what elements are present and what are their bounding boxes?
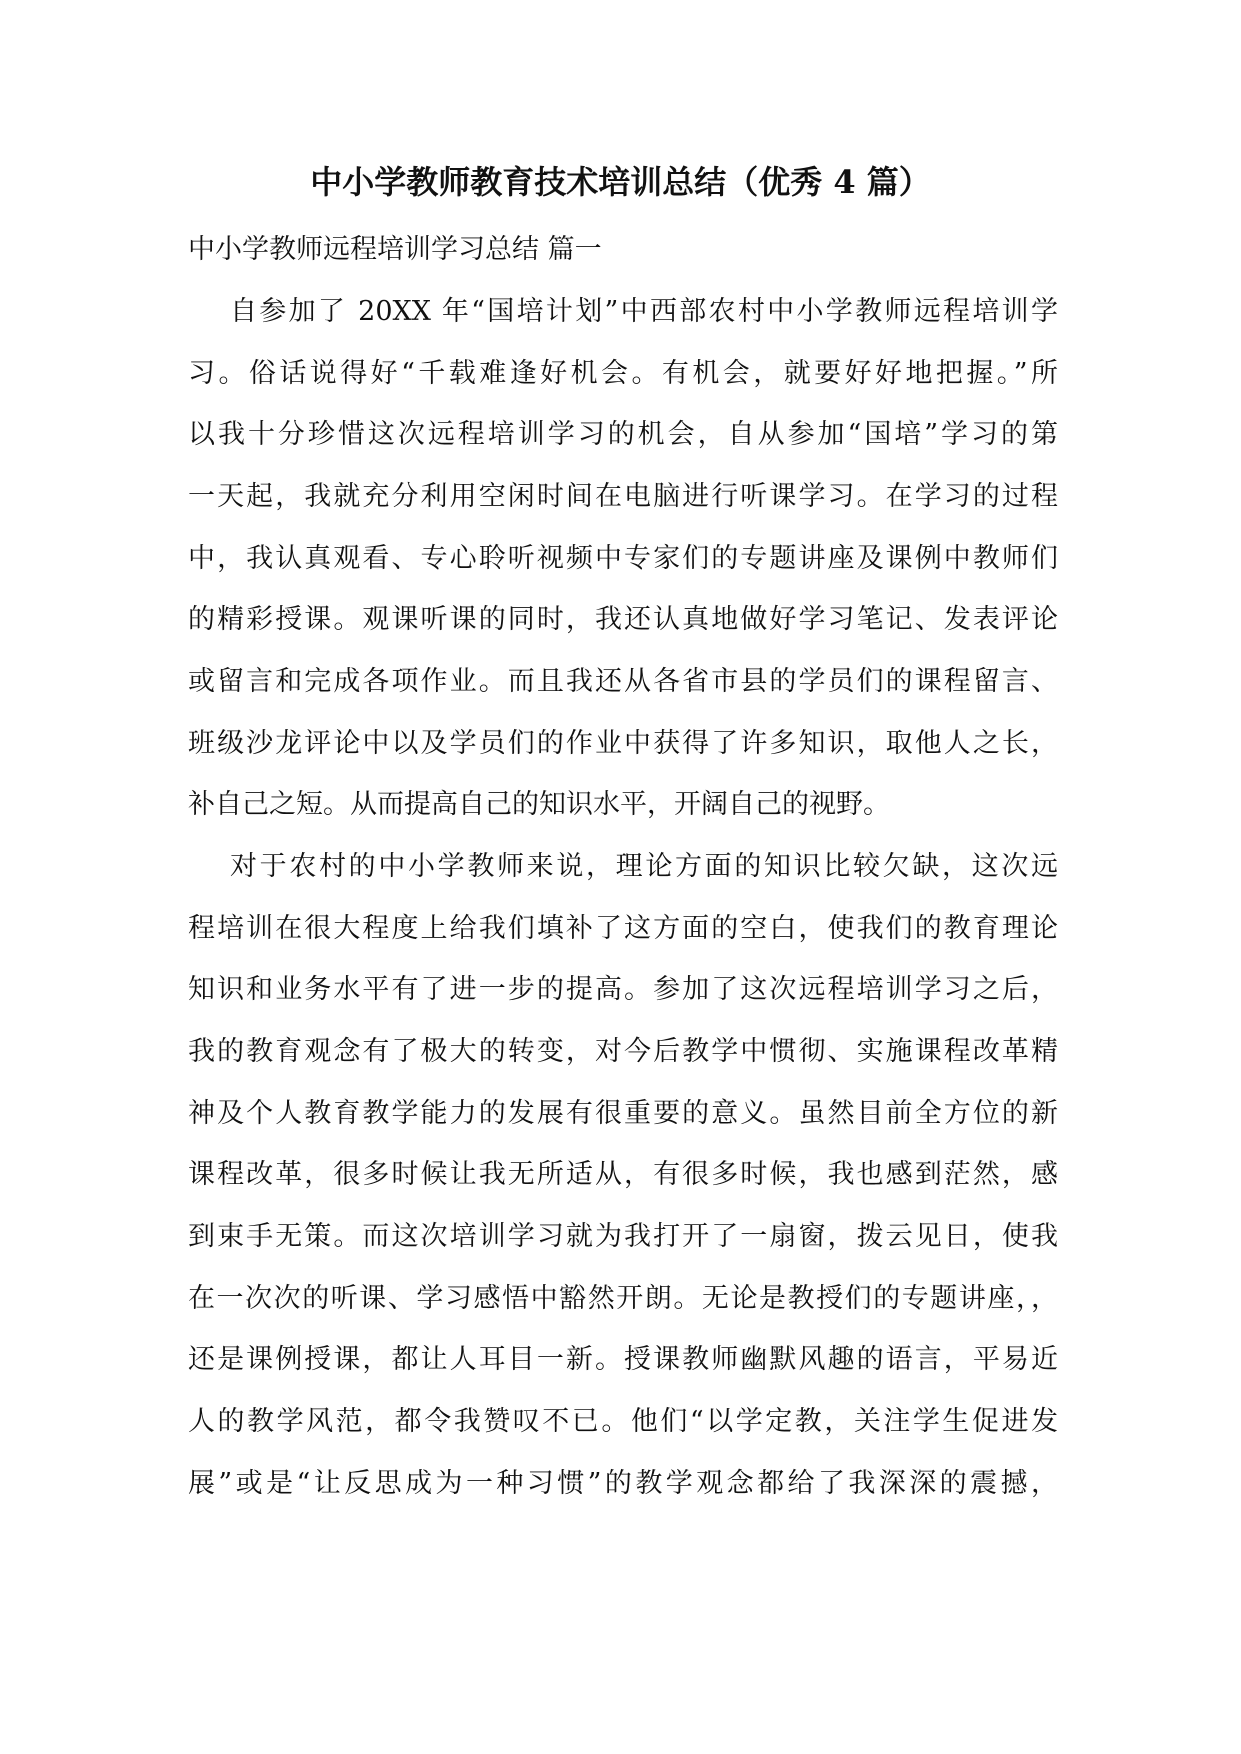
paragraph-2-line: 人的教学风范，都令我赞叹不已。他们“以学定教，关注学生促进发 bbox=[188, 1406, 1058, 1437]
paragraph-2-line: 还是课例授课，都让人耳目一新。授课教师幽默风趣的语言，平易近 bbox=[188, 1344, 1058, 1375]
paragraph-2-line: 对于农村的中小学教师来说，理论方面的知识比较欠缺，这次远 bbox=[230, 851, 1058, 882]
paragraph-1-line: 的精彩授课。观课听课的同时，我还认真地做好学习笔记、发表评论 bbox=[188, 604, 1058, 635]
paragraph-2-line: 在一次次的听课、学习感悟中豁然开朗。无论是教授们的专题讲座，， bbox=[188, 1283, 1058, 1314]
paragraph-1-line: 自参加了 20XX 年“国培计划”中西部农村中小学教师远程培训学 bbox=[230, 296, 1058, 327]
paragraph-2-line: 程培训在很大程度上给我们填补了这方面的空白，使我们的教育理论 bbox=[188, 913, 1058, 944]
paragraph-1-line: 班级沙龙评论中以及学员们的作业中获得了许多知识，取他人之长， bbox=[188, 728, 1058, 759]
paragraph-1-line: 以我十分珍惜这次远程培训学习的机会，自从参加“国培”学习的第 bbox=[188, 419, 1058, 450]
paragraph-2-line: 我的教育观念有了极大的转变，对今后教学中惯彻、实施课程改革精 bbox=[188, 1036, 1058, 1067]
paragraph-2-line: 课程改革，很多时候让我无所适从，有很多时候，我也感到茫然，感 bbox=[188, 1159, 1058, 1190]
paragraph-2-line: 到束手无策。而这次培训学习就为我打开了一扇窗，拨云见日，使我 bbox=[188, 1221, 1058, 1252]
paragraph-1-line: 习。俗话说得好“千载难逢好机会。有机会，就要好好地把握。”所 bbox=[188, 358, 1058, 389]
section-heading: 中小学教师远程培训学习总结 篇一 bbox=[188, 234, 602, 265]
paragraph-2-line: 知识和业务水平有了进一步的提高。参加了这次远程培训学习之后， bbox=[188, 974, 1058, 1005]
paragraph-1-line: 一天起，我就充分利用空闲时间在电脑进行听课学习。在学习的过程 bbox=[188, 481, 1058, 512]
document-title: 中小学教师教育技术培训总结（优秀 4 篇） bbox=[310, 163, 931, 201]
paragraph-1-line: 或留言和完成各项作业。而且我还从各省市县的学员们的课程留言、 bbox=[188, 666, 1058, 697]
paragraph-1-line: 中，我认真观看、专心聆听视频中专家们的专题讲座及课例中教师们 bbox=[188, 543, 1058, 574]
paragraph-2-line: 神及个人教育教学能力的发展有很重要的意义。虽然目前全方位的新 bbox=[188, 1098, 1058, 1129]
paragraph-1-line: 补自己之短。从而提高自己的知识水平，开阔自己的视野。 bbox=[188, 789, 890, 820]
paragraph-2-line: 展”或是“让反思成为一种习惯”的教学观念都给了我深深的震撼， bbox=[188, 1468, 1058, 1499]
